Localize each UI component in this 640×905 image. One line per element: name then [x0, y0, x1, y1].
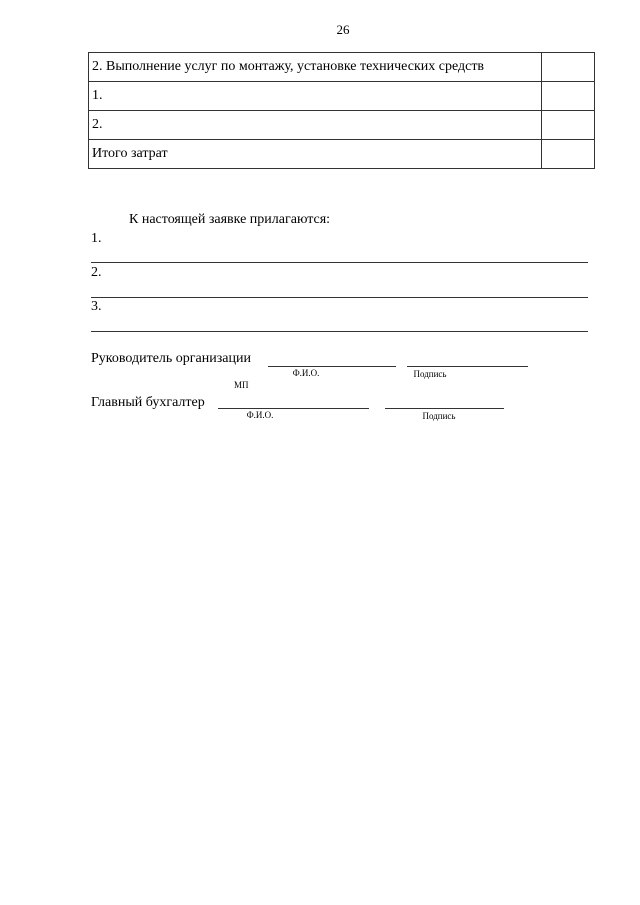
stamp-mark: МП [234, 380, 249, 390]
accountant-signature-line [385, 408, 504, 409]
table-row [89, 82, 595, 111]
head-signature-caption: Подпись [413, 369, 447, 379]
table-row [89, 140, 595, 169]
row-value [542, 82, 595, 111]
row-label: 2. [89, 111, 542, 140]
accountant-name-caption: Ф.И.О. [246, 410, 274, 420]
head-name-caption: Ф.И.О. [292, 368, 320, 378]
table-row [89, 53, 595, 82]
table-row [89, 111, 595, 140]
row-value [542, 140, 595, 169]
attachment-fill-line [91, 297, 588, 298]
accountant-signature-label: Главный бухгалтер [91, 395, 205, 410]
row-label: Итого затрат [89, 140, 542, 169]
row-value [542, 111, 595, 140]
attachment-item-number: 2. [91, 265, 102, 280]
page-number: 26 [336, 22, 350, 37]
attachment-fill-line [91, 331, 588, 332]
attachment-item-number: 1. [91, 231, 102, 246]
head-signature-line [407, 366, 528, 367]
head-signature-label: Руководитель организации [91, 351, 251, 366]
row-label: 1. [89, 82, 542, 111]
attachments-heading: К настоящей заявке прилагаются: [129, 212, 331, 227]
row-value [542, 53, 595, 82]
cost-table [88, 52, 595, 169]
attachment-fill-line [91, 262, 588, 263]
row-label: 2. Выполнение услуг по монтажу, установке технических средств [89, 53, 542, 82]
accountant-signature-caption: Подпись [422, 411, 456, 421]
accountant-name-line [218, 408, 369, 409]
head-name-line [268, 366, 396, 367]
attachment-item-number: 3. [91, 299, 102, 314]
